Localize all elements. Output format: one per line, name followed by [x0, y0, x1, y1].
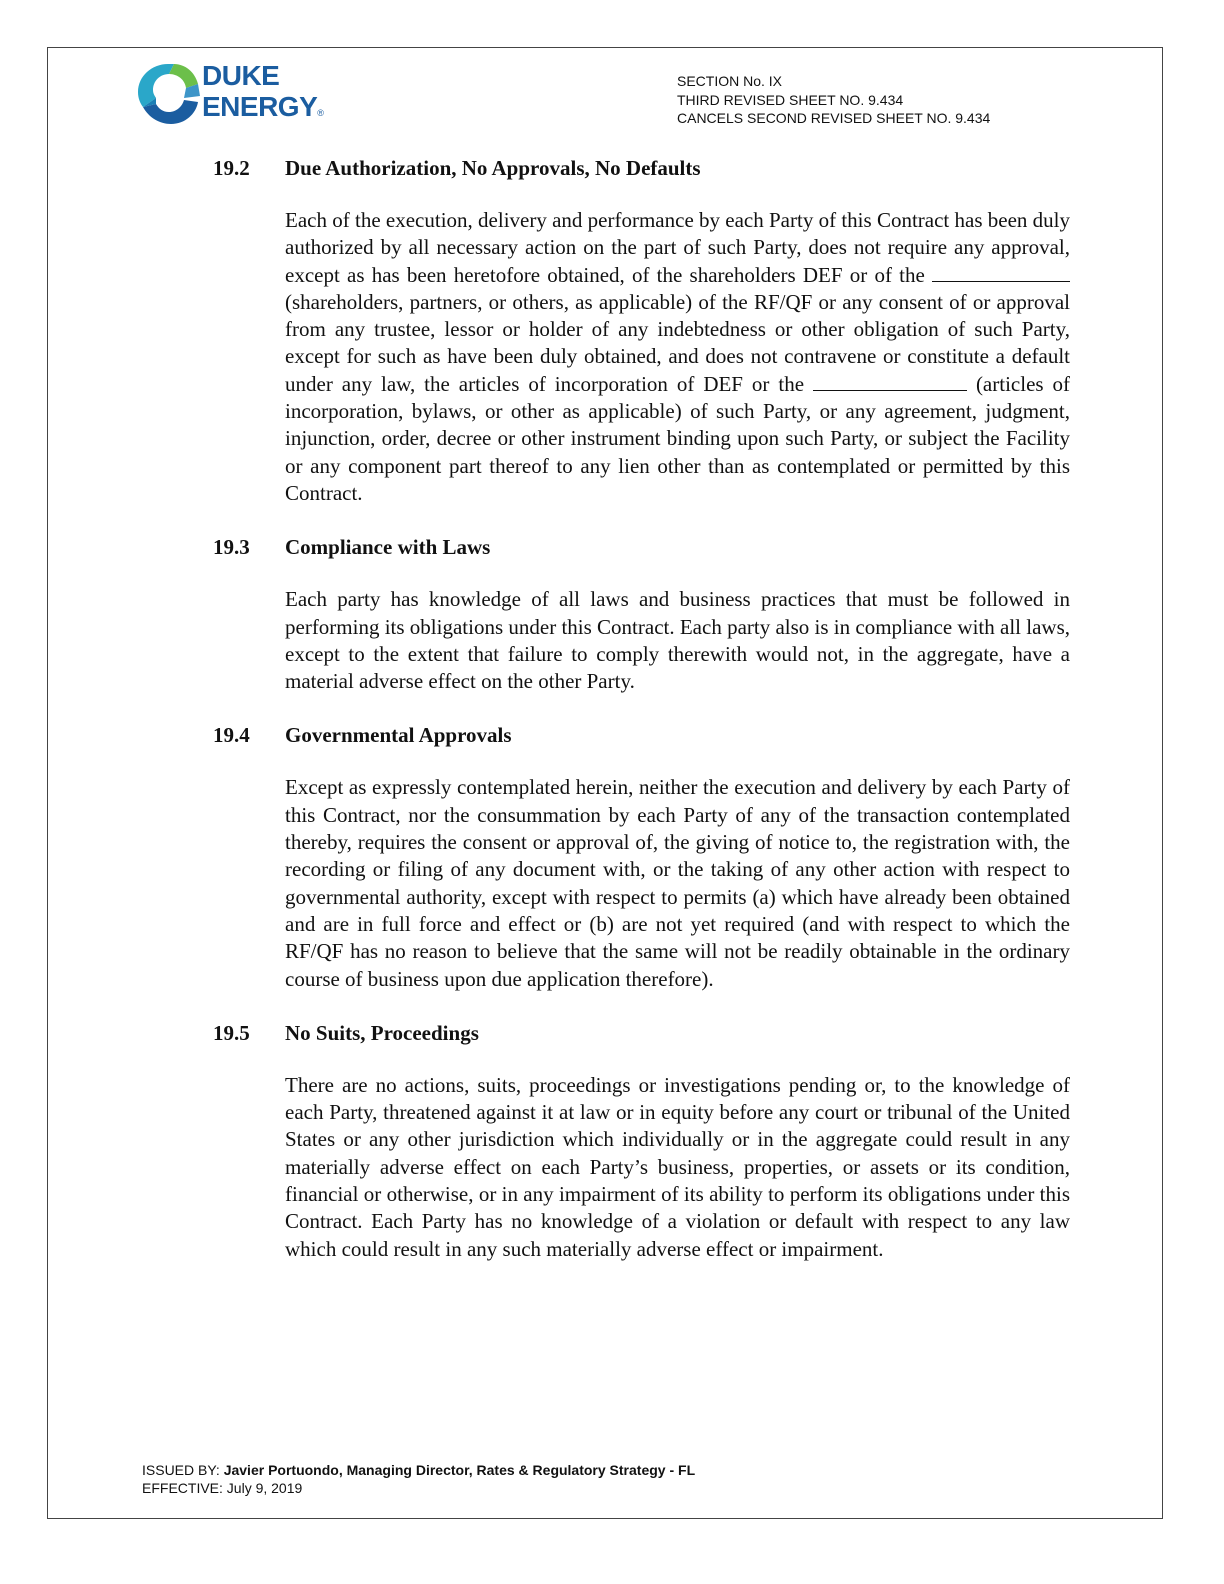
paragraph-text: (shareholders, partners, or others, as applicable) of the RF/QF or any consent of or approval from any trustee, lessor or holder of any indebtedness or other obligation of such Party, except for such as have been duly obtained, and does not contravene or constitute a default under any law, the articles of incorporation of DEF or the: [285, 289, 1070, 396]
section-heading: [213, 720, 1070, 750]
logo-registered-mark: ®: [317, 108, 324, 118]
fill-in-blank: [932, 263, 1070, 282]
fill-in-blank: [813, 372, 967, 391]
document-body: [213, 153, 1070, 1288]
section-paragraph: There are no actions, suits, proceedings or investigations pending or, to the knowledge of each Party, threatened against it at law or in equity before any court or tribunal of the United States or any other jurisdiction which individually or in the aggregate could result in any materially adverse effect on each Party’s business, properties, or assets or its condition, financial or otherwise, or in any impairment of its ability to perform its obligations under this Contract. Each Party has no knowledge of a violation or default with respect to any law which could result in any such materially adverse effect or impairment.: [285, 1072, 1070, 1261]
logo-line2: ENERGY: [202, 91, 318, 122]
section-paragraph: Each party has knowledge of all laws and business practices that must be followed in performing its obligations under this Contract. Each party also is in compliance with all laws, except to the extent that failure to comply therewith would not, in the aggregate, have a material adverse effect on the other Party.: [285, 587, 1070, 694]
section-paragraph: Except as expressly contemplated herein, neither the execution and delivery by each Party of this Contract, nor the consummation by each Party of any of the transaction contemplated thereby, requires the consent or approval of, the giving of notice to, the registration with, the recording or filing of any document with, or the taking of any other action with respect to governmental authority, except with respect to permits (a) which have already been obtained and are in full force and effect or (b) are not yet required (and with respect to which the RF/QF has no reason to believe that the same will not be readily obtainable in the ordinary course of business upon due application therefore).: [285, 775, 1070, 991]
page-footer: [142, 1461, 695, 1497]
section-title: Due Authorization, No Approvals, No Defaults: [285, 156, 701, 180]
section-number: 19.2: [213, 156, 250, 180]
section-paragraph: [285, 207, 1070, 507]
logo-line1: DUKE: [202, 60, 280, 91]
section-title: Compliance with Laws: [285, 535, 491, 560]
paragraph-text: (articles of incorporation, bylaws, or other as applicable) of such Party, or any agreement, judgment, injunction, order, decree or other instrument binding upon such Party, or subject the Facility or any component part thereof to any lien other than as contemplated or permitted by this Contract.: [285, 371, 1071, 505]
duke-energy-logo-mark-icon: [134, 58, 204, 128]
issued-by-label: ISSUED BY:: [142, 1462, 220, 1478]
section-number-label: SECTION No. IX: [677, 73, 783, 89]
section-heading: [213, 532, 1070, 562]
section-number: 19.3: [213, 535, 250, 560]
section-title: Governmental Approvals: [285, 723, 512, 748]
effective-label: EFFECTIVE:: [142, 1480, 223, 1496]
section-number: 19.4: [213, 723, 250, 748]
paragraph-text: Each of the execution, delivery and performance by each Party of this Contract has been duly authorized by all necessary action on the part of such Party, does not require any approval, except as has been heretofore obtained, of the shareholders DEF or of the: [285, 208, 1070, 287]
issued-by-value: Javier Portuondo, Managing Director, Rates & Regulatory Strategy - FL: [223, 1462, 696, 1478]
section-title: No Suits, Proceedings: [285, 1020, 479, 1045]
section-heading: [213, 153, 1070, 183]
duke-energy-logo: [134, 58, 354, 130]
effective-date: July 9, 2019: [226, 1480, 303, 1496]
section-heading: [213, 1018, 1070, 1048]
revised-sheet-label: THIRD REVISED SHEET NO. 9.434: [677, 91, 904, 108]
logo-wordmark: [202, 60, 323, 129]
cancels-sheet-label: CANCELS SECOND REVISED SHEET NO. 9.434: [677, 110, 991, 126]
sheet-header: [677, 72, 990, 128]
section-number: 19.5: [213, 1020, 250, 1045]
